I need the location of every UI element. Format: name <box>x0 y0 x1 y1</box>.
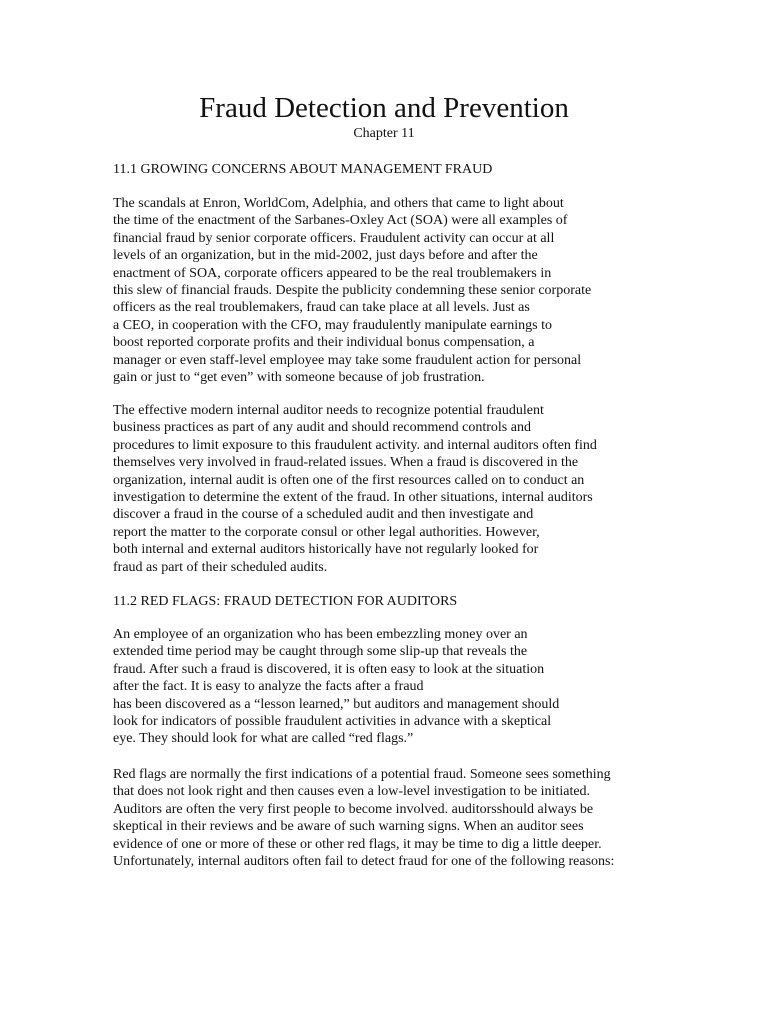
paragraph-4 <box>113 766 658 870</box>
text-line: organization, internal audit is often one of the first resources called on to conduct an <box>113 472 585 488</box>
section-heading-11-1: 11.1 GROWING CONCERNS ABOUT MANAGEMENT FRAUD <box>113 162 493 177</box>
text-line: investigation to determine the extent of the fraud. In other situations, internal auditors <box>113 489 593 505</box>
document-title: Fraud Detection and Prevention <box>199 92 569 124</box>
text-line: after the fact. It is easy to analyze the facts after a fraud <box>113 679 424 695</box>
chapter-label: Chapter 11 <box>353 126 415 141</box>
text-line: themselves very involved in fraud-related issues. When a fraud is discovered in the <box>113 455 579 471</box>
text-line: fraud. After such a fraud is discovered, it is often easy to look at the situation <box>113 661 545 677</box>
text-line: officers as the real troublemakers, fraud can take place at all levels. Just as <box>113 300 530 316</box>
text-line: this slew of financial frauds. Despite the publicity condemning these senior corporate <box>113 282 592 298</box>
text-line: skeptical in their reviews and be aware of such warning signs. When an auditor sees <box>113 819 584 835</box>
text-line: levels of an organization, but in the mid-2002, just days before and after the <box>113 248 538 264</box>
text-line: a CEO, in cooperation with the CFO, may fraudulently manipulate earnings to <box>113 317 552 333</box>
text-line: procedures to limit exposure to this fraudulent activity. and internal auditors often find <box>113 437 597 453</box>
text-line: eye. They should look for what are called “red flags.” <box>113 731 414 747</box>
text-line: The effective modern internal auditor needs to recognize potential fraudulent <box>113 403 544 418</box>
text-line: the time of the enactment of the Sarbanes-Oxley Act (SOA) were all examples of <box>113 213 568 229</box>
text-line: fraud as part of their scheduled audits. <box>113 559 328 575</box>
text-line: Auditors are often the very first people to become involved. auditorsshould always be <box>113 801 594 817</box>
text-line: discover a fraud in the course of a scheduled audit and then investigate and <box>113 507 534 523</box>
text-line: An employee of an organization who has been embezzling money over an <box>113 627 528 642</box>
text-line: business practices as part of any audit and should recommend controls and <box>113 420 531 436</box>
text-line: has been discovered as a “lesson learned,” but auditors and management should <box>113 696 560 712</box>
text-line: manager or even staff-level employee may take some fraudulent action for personal <box>113 352 582 368</box>
paragraph-1 <box>113 195 658 386</box>
text-line: look for indicators of possible fraudulent activities in advance with a skeptical <box>113 713 552 729</box>
paragraph-2 <box>113 402 658 576</box>
text-line: both internal and external auditors historically have not regularly looked for <box>113 542 539 558</box>
section-heading-11-2: 11.2 RED FLAGS: FRAUD DETECTION FOR AUDITORS <box>113 594 458 609</box>
text-line: that does not look right and then causes even a low-level investigation to be initiated. <box>113 784 591 800</box>
text-line: boost reported corporate profits and their individual bonus compensation, a <box>113 335 535 351</box>
paragraph-3 <box>113 626 658 748</box>
text-line: extended time period may be caught through some slip-up that reveals the <box>113 644 528 660</box>
text-line: Red flags are normally the first indications of a potential fraud. Someone sees something <box>113 767 611 782</box>
text-line: financial fraud by senior corporate officers. Fraudulent activity can occur at all <box>113 230 555 246</box>
text-line: Unfortunately, internal auditors often fail to detect fraud for one of the following reasons: <box>113 853 615 869</box>
text-line: gain or just to “get even” with someone because of job frustration. <box>113 369 485 385</box>
text-line: report the matter to the corporate consul or other legal authorities. However, <box>113 524 540 540</box>
text-line: enactment of SOA, corporate officers appeared to be the real troublemakers in <box>113 265 552 281</box>
text-line: The scandals at Enron, WorldCom, Adelphia, and others that came to light about <box>113 196 564 211</box>
text-line: evidence of one or more of these or other red flags, it may be time to dig a little deeper. <box>113 836 602 852</box>
